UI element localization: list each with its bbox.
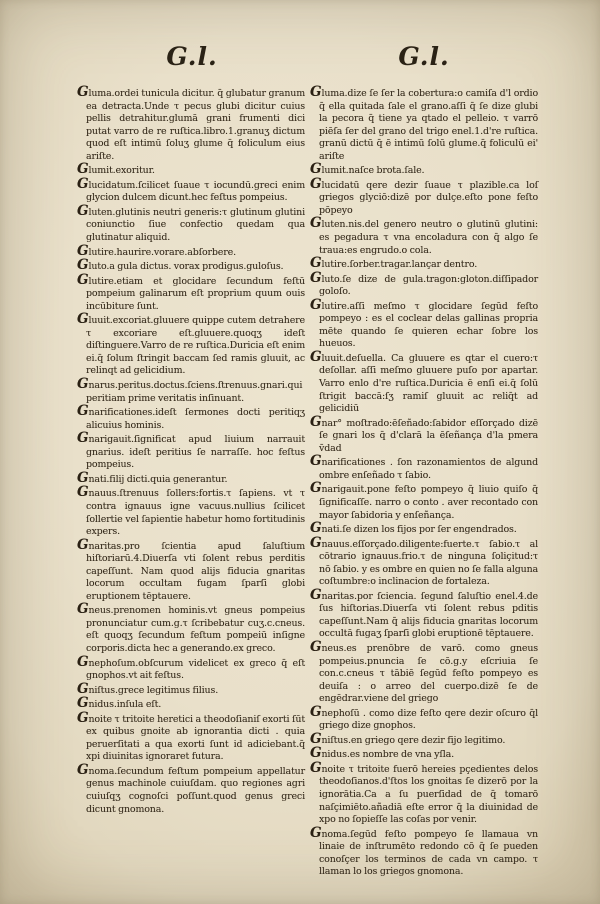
dictionary-entry: Gniſtus.grece legitimus filius. (77, 680, 219, 697)
dictionary-entry: Gluma.ordei tunicula dicitur. q̄ glubatur granum ea detracta.Unde τ pecus glubi dicitur cuius pellis detrahitur.glumā grani frumenti dici putat varro de re ruſtica.libro.1.granuʒ dictum quod eſt intimū ſoluʒ glume q̄ foliculum eius ariſte. (77, 84, 305, 162)
dictionary-entry: Glutire.ſorber.tragar.lançar dentro. (310, 255, 478, 272)
dictionary-entry: Gnaritas.por ſciencia. ſegund ſaluſtio enel.4.de ſus hiſtorias.Diuerſa vti ſolent rebus pditis capeſſunt.Nam q̄ alijs fiducia gnaritas locorum occultā fugaʒ ſparſi globi eruptionē tēptauere. (310, 586, 538, 640)
dictionary-entry: Glutire.haurire.vorare.abſorbere. (77, 242, 236, 259)
dictionary-entry: Gnoite τ tritoite heretici a theodoſianiſ exorti ſūt ex quibus gnoite ab ignorantia dicti . quia peruerſitati a qua exorti ſunt id adiciebant.q̄ xpi diuinitas ignoraret futura. (77, 709, 305, 763)
column-header-right: G.l. (398, 42, 450, 71)
dictionary-entry: Glumit.naſce brota.ſale. (310, 161, 425, 178)
dictionary-entry: Gluten.nis.del genero neutro o glutinū glutini: es pegadura τ vna encoladura con q̄ algo ſe traua:es engrudo.o cola. (310, 215, 538, 256)
dictionary-entry: Gluto.a gula dictus. vorax prodigus.guloſus. (77, 257, 284, 274)
dictionary-entry: Gneus.prenomen hominis.vt gneus pompeius pronunciatur cum.g.τ ſcribebatur cuʒ.c.cneus. eſt quoqʒ ſecundum feſtum pompeiū inſigne corporis.dicta hec a generando.ex greco. (77, 601, 305, 654)
dictionary-entry: Gnauus.eſſorçado.diligente:fuerte.τ ſabio.τ al cōtrario ignauus.frio.τ de ninguna ſoliçitud:τ nō ſabio. y es ombre en quien no ſe falla alguna coſtumbre:o inclinacion de fortaleza. (310, 534, 538, 588)
dictionary-entry: Gnarigauit.ſignificat apud liuium narrauit gnarius. ideſt peritius ſe narraſſe. hoc feſtus pompeius. (77, 430, 305, 471)
dictionary-entry: Gnarus.peritus.doctus.ſciens.ſtrenuus.gnari.qui peritiam prime veritatis inſinuant. (77, 376, 303, 404)
dictionary-entry: Gniſtus.en griego qere dezir fijo legitimo. (310, 730, 506, 747)
dictionary-entry: Glutire.aſſi meſmo τ glocidare ſegūd feſto pompeyo : es el coclear delas gallinas propria mēte quando ſe quieren echar ſobre los hueuos. (310, 296, 538, 350)
dictionary-entry: Gnarigauit.pone feſto pompeyo q̄ liuio quiſo q̄ ſignificaſſe. narro o conto . aver recontado con mayor ſabidoria y enſeñança. (310, 480, 538, 521)
dictionary-entry: Gnarificationes.ideſt ſermones docti peritiqʒ alicuius hominis. (77, 403, 305, 431)
dictionary-entry: Gluten.glutinis neutri generis:τ glutinum glutini coniunctio ſiue confectio quedam qua glutinatur aliquid. (77, 202, 305, 244)
dictionary-entry: Glumit.exoritur. (77, 161, 155, 178)
column-header-left: G.l. (166, 42, 218, 71)
dictionary-entry: Gnati.filij dicti.quia generantur. (77, 469, 228, 486)
dictionary-entry: Gnidus.es nombre de vna yſla. (310, 745, 454, 762)
dictionary-entry: Gluuit.deſuella. Ca gluuere es qtar el cuero:τ deſollar. aſſi meſmo gluuere puſo por apartar. Varro enlo d're ruſtica.Duricia ē enſi ei.q̄ ſolū ſtrigit baccā:ſʒ ramiſ gluuit ac reliq̄t ad gelicidiū (310, 348, 538, 415)
dictionary-entry: Gluto.ſe dize de gula.tragon:gloton.diſſipador goloſo. (310, 269, 538, 298)
dictionary-entry: Gnephoſum.obſcurum videlicet ex greco q̄ eſt gnophos.vt ait feſtus. (77, 653, 305, 682)
dictionary-entry: Glucidatū qere dezir ſuaue τ plazible.ca loſ griegos glyciō:dizē por dulçe.eſto pone feſto pōpeyo (310, 175, 538, 216)
dictionary-entry: Gluma.dize ſe ſer la cobertura:o camiſa d'l ordio q̄ ella quitada ſale el grano.aſſi q̄ ſe dize glubi la pecora q̄ tiene ya qtado el pelleio. τ varrō piēſa ſer del grano del trigo enel.1.d're ruſtica. granū dictū q̄ ē intimū ſolū glume.q̄ foliculū ei' ariſte (310, 84, 538, 162)
dictionary-entry: Gneus.es prenōbre de varō. como gneus pompeius.pnuncia ſe cō.g.y eſcriuia ſe con.c.cneus τ tābiē ſegūd feſto pompeyo es deuiſa : o arreo del cuerpo.dizē ſe de engēdrar.viene del griego (310, 638, 538, 705)
dictionary-entry: Glutire.etiam et glocidare ſecundum feſtū pompeium galinarum eſt proprium quum ouis incūbiture ſunt. (77, 271, 305, 312)
dictionary-entry: Gluuit.excoriat.gluuere quippe cutem detrahere τ excoriare eſt.gluuere.quoqʒ ideſt diſtinguere.Varro de re ruſtica.Duricia eſt enim ei.q̄ ſolum ſtringit baccam ſed ramis gluuit, ac relinqt ad gelicidium. (77, 311, 305, 377)
dictionary-entry: Gnauus.ſtrenuus ſollers:fortis.τ ſapiens. vt τ contra ignauus igne vacuus.nullius ſcilicet ſollertie vel ſapientie habetur homo fortitudinis expers. (77, 484, 305, 538)
text-column-right (310, 86, 538, 879)
dictionary-entry: Gnoite τ tritoite fuerō hereies pçedientes delos theodoſianos.d'ſtos los gnoitas ſe dizerō por la ignorātia.Ca a ſu puerſidad de q̄ tomarō naſçimiēto.añadiā eſte error q̄ la diuinidad de xpo no ſopieſſe las coſas por venir. (310, 759, 538, 826)
dictionary-entry: Gnati.ſe dizen los fijos por ſer engendrados. (310, 520, 517, 537)
dictionary-entry: Gnephoſū . como dize feſto qere dezir oſcuro q̄l griego dize gnophos. (310, 703, 538, 732)
dictionary-entry: Gnidus.inſula eſt. (77, 695, 162, 712)
text-column-left (77, 86, 305, 816)
dictionary-entry: Glucidatum.ſcilicet ſuaue τ iocundū.greci enim glycion dulcem dicunt.hec feſtus pompeius. (77, 175, 305, 204)
dictionary-entry: Gnaritas.pro ſcientia apud ſaluſtium hiſtoriarū.4.Diuerſa vti ſolent rebus perditis capeſſunt. Nam quod alijs fiducia gnaritas locorum occultam fugam ſparſi globi eruptionem tēptauere. (77, 536, 305, 602)
dictionary-entry: Gnoma.ſegūd feſto pompeyo ſe llamaua vn linaie de inſtrumēto redondo cō q̄ ſe pueden conoſçer los terminos de cada vn campo. τ llaman lo los griegos gnomona. (310, 824, 538, 878)
dictionary-entry: Gnoma.ſecundum feſtum pompeium appellatur genus machinole cuiuſdam. quo regiones agri cuiuſqʒ cognoſci poſſunt.quod genus greci dicunt gnomona. (77, 761, 305, 815)
dictionary-entry: Gnar° moſtrado:ēſeñado:ſabidor eſſorçado dizē ſe gnari los q̄ d'clarā la ēſeñança d'la pmera v̄dad (310, 413, 538, 454)
dictionary-entry: Gnarificationes . ſon razonamientos de algund ombre enſeñado τ ſabio. (310, 453, 538, 481)
